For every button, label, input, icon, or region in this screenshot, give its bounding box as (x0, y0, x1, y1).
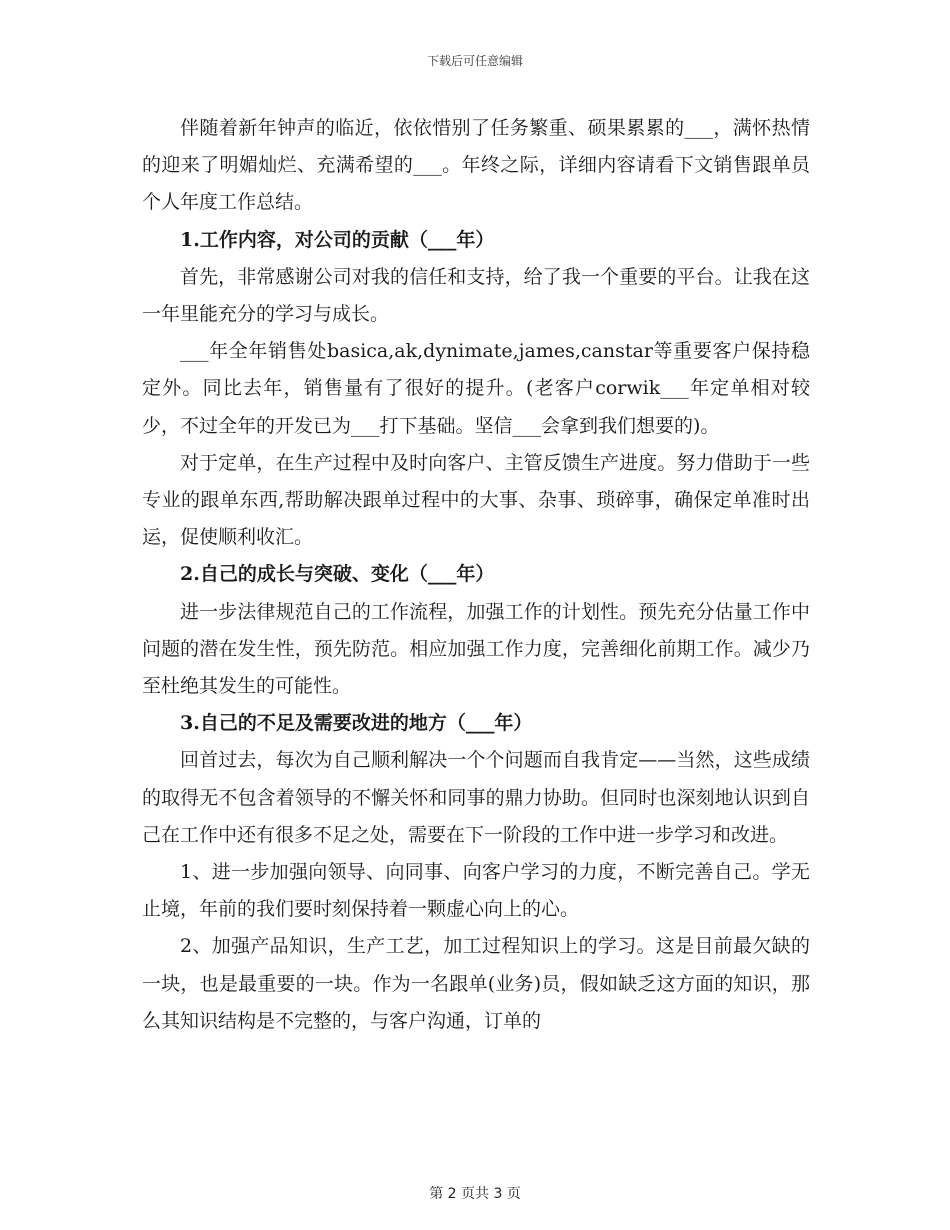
body-paragraph: 1、进一步加强向领导、向同事、向客户学习的力度，不断完善自己。学无止境，年前的我们要时刻保持着一颗虚心向上的心。 (142, 861, 810, 921)
intro-paragraph: 伴随着新年钟声的临近，依依惜别了任务繁重、硕果累累的___，满怀热情的迎来了明媚灿烂、充满希望的___。年终之际，详细内容请看下文销售跟单员个人年度工作总结。 (142, 117, 810, 214)
section-heading-1: 1.工作内容，对公司的贡献（___年） (180, 228, 495, 251)
body-paragraph: 对于定单，在生产过程中及时向客户、主管反馈生产进度。努力借助于一些专业的跟单东西,帮助解决跟单过程中的大事、杂事、琐碎事，确保定单准时出运，促使顺利收汇。 (142, 451, 810, 549)
body-paragraph: 进一步法律规范自己的工作流程，加强工作的计划性。预先充分估量工作中问题的潜在发生性，预先防范。相应加强工作力度，完善细化前期工作。减少乃至杜绝其发生的可能性。 (142, 600, 810, 698)
body-paragraph: 回首过去，每次为自己顺利解决一个个问题而自我肯定——当然，这些成绩的取得无不包含着领导的不懈关怀和同事的鼎力协助。但同时也深刻地认识到自己在工作中还有很多不足之处，需要在下一阶段的工作中进一步学习和改进。 (142, 749, 810, 846)
page-footer: 第 2 页共 3 页 (429, 1186, 521, 1202)
section-heading-3: 3.自己的不足及需要改进的地方（___年） (180, 712, 533, 735)
body-paragraph: ___年全年销售处basica,ak,dynimate,james,canstar等重要客户保持稳定外。同比去年，销售量有了很好的提升。(老客户corwik___年定单相对较少，不过全年的开发已为___打下基础。坚信___会拿到我们想要的)。 (142, 340, 810, 437)
document-body (142, 110, 810, 1040)
section-heading-2: 2.自己的成长与突破、变化（___年） (180, 563, 495, 586)
body-paragraph: 首先，非常感谢公司对我的信任和支持，给了我一个重要的平台。让我在这一年里能充分的学习与成长。 (142, 265, 810, 326)
page-header: 下载后可任意编辑 (426, 54, 523, 68)
body-paragraph: 2、加强产品知识，生产工艺，加工过程知识上的学习。这是目前最欠缺的一块，也是最重要的一块。作为一名跟单(业务)员，假如缺乏这方面的知识，那么其知识结构是不完整的，与客户沟通，订单的 (142, 935, 810, 1032)
